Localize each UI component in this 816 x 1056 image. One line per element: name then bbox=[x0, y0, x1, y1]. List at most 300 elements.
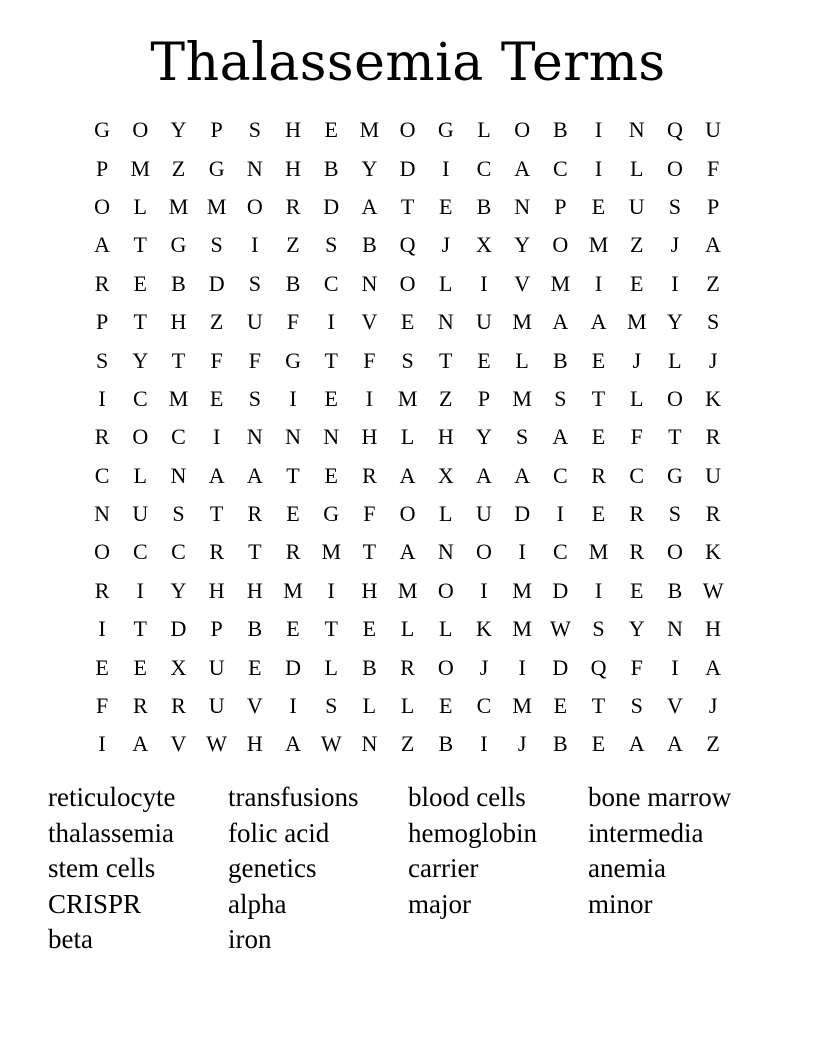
grid-letter: Z bbox=[286, 232, 300, 258]
grid-letter: P bbox=[210, 117, 223, 143]
grid-letter: U bbox=[705, 462, 722, 488]
grid-letter: K bbox=[705, 385, 722, 411]
word-bank-item: CRISPR bbox=[48, 888, 142, 919]
grid-letter: E bbox=[591, 193, 606, 219]
grid-letter: E bbox=[591, 731, 606, 757]
grid-letter: L bbox=[668, 347, 682, 373]
grid-letter: T bbox=[133, 309, 147, 335]
grid-letter: R bbox=[629, 539, 645, 565]
grid-letter: T bbox=[400, 193, 415, 219]
grid-row bbox=[83, 418, 733, 456]
grid-letter: N bbox=[628, 117, 645, 143]
grid-letter: H bbox=[437, 424, 454, 450]
grid-letter: U bbox=[208, 654, 225, 680]
grid-letter: C bbox=[553, 539, 568, 565]
grid-letter: E bbox=[629, 270, 644, 296]
grid-letter: E bbox=[591, 501, 606, 527]
grid-letter: H bbox=[246, 577, 263, 603]
grid-letter: F bbox=[363, 501, 376, 527]
grid-letter: N bbox=[437, 309, 454, 335]
grid-letter: F bbox=[630, 424, 643, 450]
grid-letter: Y bbox=[666, 309, 683, 335]
grid-letter: P bbox=[706, 193, 720, 219]
grid-letter: D bbox=[552, 654, 569, 680]
grid-letter: V bbox=[361, 309, 378, 335]
grid-letter: F bbox=[363, 347, 376, 373]
grid-letter: I bbox=[98, 616, 106, 642]
grid-letter: H bbox=[246, 731, 263, 757]
grid-letter: Q bbox=[590, 654, 607, 680]
grid-letter: N bbox=[246, 424, 263, 450]
grid-letter: B bbox=[553, 117, 568, 143]
grid-letter: E bbox=[439, 193, 453, 219]
grid-letter: A bbox=[552, 309, 569, 335]
grid-letter: O bbox=[476, 539, 492, 565]
grid-letter: M bbox=[626, 309, 647, 335]
grid-letter: I bbox=[98, 731, 106, 757]
grid-letter: C bbox=[629, 462, 645, 488]
grid-letter: E bbox=[439, 693, 453, 719]
grid-letter: T bbox=[133, 232, 147, 258]
grid-letter: S bbox=[554, 385, 567, 411]
grid-letter: I bbox=[671, 270, 679, 296]
grid-letter: R bbox=[209, 539, 224, 565]
grid-letter: C bbox=[132, 539, 148, 565]
grid-letter: N bbox=[246, 155, 263, 181]
grid-letter: R bbox=[94, 577, 110, 603]
word-bank-item: intermedia bbox=[588, 817, 704, 848]
grid-letter: S bbox=[516, 424, 529, 450]
grid-letter: C bbox=[171, 424, 186, 450]
word-bank-item: blood cells bbox=[408, 782, 526, 812]
grid-letter: H bbox=[170, 309, 187, 335]
grid-letter: H bbox=[705, 616, 722, 642]
grid-letter: L bbox=[133, 193, 147, 219]
grid-letter: L bbox=[362, 693, 377, 719]
grid-letter: C bbox=[171, 539, 186, 565]
grid-letter: M bbox=[512, 616, 532, 642]
grid-letter: Z bbox=[629, 232, 644, 258]
grid-letter: B bbox=[438, 731, 454, 757]
grid-letter: A bbox=[399, 462, 416, 488]
grid-letter: M bbox=[512, 385, 532, 411]
grid-letter: S bbox=[325, 232, 338, 258]
grid-letter: D bbox=[323, 193, 340, 219]
grid-letter: I bbox=[671, 654, 679, 680]
grid-letter: M bbox=[168, 193, 189, 219]
grid-letter: U bbox=[208, 693, 225, 719]
grid-letter: I bbox=[289, 693, 297, 719]
grid-letter: M bbox=[397, 385, 418, 411]
grid-letter: E bbox=[248, 654, 262, 680]
grid-letter: E bbox=[133, 654, 147, 680]
grid-letter: W bbox=[702, 577, 724, 603]
grid-letter: E bbox=[95, 654, 109, 680]
grid-letter: I bbox=[327, 577, 335, 603]
grid-letter: I bbox=[556, 501, 564, 527]
word-bank-item: iron bbox=[228, 924, 272, 955]
grid-letter: B bbox=[667, 577, 683, 603]
grid-letter: K bbox=[476, 616, 492, 642]
grid-letter: M bbox=[588, 539, 609, 565]
grid-letter: L bbox=[400, 616, 415, 642]
grid-letter: J bbox=[670, 232, 680, 258]
grid-letter: D bbox=[552, 577, 569, 603]
grid-letter: O bbox=[246, 193, 263, 219]
grid-letter: E bbox=[629, 577, 644, 603]
grid-letter: V bbox=[514, 270, 531, 296]
grid-letter: I bbox=[518, 654, 526, 680]
grid-letter: T bbox=[362, 539, 377, 565]
grid-letter: A bbox=[514, 462, 531, 488]
grid-letter: M bbox=[130, 155, 151, 181]
grid-row bbox=[83, 111, 733, 149]
word-bank-item: major bbox=[408, 888, 471, 919]
grid-letter: G bbox=[208, 155, 225, 181]
grid-letter: T bbox=[324, 347, 338, 373]
grid-letter: R bbox=[285, 193, 301, 219]
grid-letter: R bbox=[591, 462, 606, 488]
grid-letter: G bbox=[170, 232, 187, 258]
grid-letter: A bbox=[285, 731, 301, 757]
grid-letter: C bbox=[94, 462, 110, 488]
grid-letter: L bbox=[400, 424, 415, 450]
grid-letter: A bbox=[246, 462, 263, 488]
grid-letter: F bbox=[630, 654, 643, 680]
grid-letter: E bbox=[591, 424, 606, 450]
grid-letter: S bbox=[401, 347, 414, 373]
word-bank-item: minor bbox=[588, 888, 653, 919]
grid-letter: G bbox=[666, 462, 683, 488]
grid-letter: O bbox=[132, 424, 149, 450]
grid-letter: L bbox=[324, 654, 338, 680]
grid-letter: I bbox=[442, 155, 450, 181]
grid-letter: A bbox=[666, 731, 683, 757]
grid-letter: T bbox=[248, 539, 262, 565]
grid-letter: S bbox=[248, 270, 261, 296]
grid-letter: M bbox=[283, 577, 303, 603]
grid-letter: K bbox=[705, 539, 722, 565]
grid-letter: I bbox=[480, 731, 488, 757]
grid-letter: O bbox=[437, 654, 454, 680]
grid-letter: I bbox=[594, 155, 603, 181]
grid-letter: A bbox=[552, 424, 569, 450]
grid-letter: M bbox=[397, 577, 418, 603]
grid-letter: O bbox=[94, 539, 111, 565]
grid-letter: X bbox=[170, 654, 187, 680]
grid-letter: P bbox=[477, 385, 491, 411]
grid-letter: A bbox=[94, 232, 111, 258]
grid-letter: N bbox=[514, 193, 531, 219]
grid-letter: M bbox=[550, 270, 571, 296]
grid-row bbox=[83, 149, 733, 187]
grid-letter: X bbox=[437, 462, 454, 488]
grid-letter: W bbox=[549, 616, 571, 642]
grid-letter: I bbox=[518, 539, 526, 565]
grid-letter: H bbox=[361, 577, 378, 603]
grid-letter: B bbox=[553, 731, 568, 757]
grid-letter: T bbox=[171, 347, 186, 373]
grid-letter: Z bbox=[171, 155, 186, 181]
grid-letter: I bbox=[480, 270, 488, 296]
grid-letter: T bbox=[591, 385, 606, 411]
grid-letter: R bbox=[705, 501, 721, 527]
grid-letter: T bbox=[133, 616, 147, 642]
grid-letter: L bbox=[400, 693, 415, 719]
grid-letter: G bbox=[323, 501, 340, 527]
grid-row bbox=[83, 687, 733, 725]
grid-letter: L bbox=[477, 117, 491, 143]
grid-letter: Y bbox=[514, 232, 531, 258]
grid-letter: B bbox=[285, 270, 301, 296]
grid-letter: C bbox=[132, 385, 148, 411]
grid-letter: A bbox=[628, 731, 645, 757]
grid-letter: Y bbox=[170, 577, 187, 603]
grid-letter: J bbox=[708, 693, 718, 719]
grid-letter: G bbox=[437, 117, 454, 143]
grid-row bbox=[83, 380, 733, 418]
grid-letter: Q bbox=[399, 232, 416, 258]
grid-letter: I bbox=[136, 577, 144, 603]
grid-letter: W bbox=[320, 731, 342, 757]
grid-letter: H bbox=[285, 117, 301, 143]
grid-letter: C bbox=[553, 155, 568, 181]
grid-letter: Y bbox=[628, 616, 645, 642]
grid-letter: N bbox=[323, 424, 340, 450]
grid-letter: U bbox=[246, 309, 263, 335]
grid-letter: J bbox=[708, 347, 718, 373]
grid-letter: N bbox=[666, 616, 683, 642]
grid-letter: I bbox=[327, 309, 335, 335]
grid-letter: R bbox=[132, 693, 148, 719]
grid-letter: F bbox=[210, 347, 223, 373]
grid-letter: A bbox=[705, 232, 722, 258]
grid-letter: O bbox=[399, 117, 416, 143]
word-bank-item: stem cells bbox=[48, 853, 156, 884]
grid-letter: B bbox=[171, 270, 186, 296]
grid-letter: E bbox=[324, 385, 338, 411]
grid-row bbox=[83, 648, 733, 686]
grid-letter: T bbox=[324, 616, 338, 642]
grid-letter: H bbox=[285, 155, 301, 181]
word-bank-item: transfusions bbox=[228, 782, 359, 812]
grid-letter: I bbox=[480, 577, 488, 603]
grid-letter: I bbox=[251, 232, 259, 258]
grid-letter: M bbox=[359, 117, 380, 143]
word-bank-item: beta bbox=[48, 924, 93, 955]
grid-letter: B bbox=[323, 155, 339, 181]
grid-letter: M bbox=[588, 232, 609, 258]
grid-letter: R bbox=[285, 539, 301, 565]
grid-letter: T bbox=[209, 501, 224, 527]
grid-letter: I bbox=[594, 270, 603, 296]
grid-letter: F bbox=[248, 347, 261, 373]
grid-letter: E bbox=[324, 117, 338, 143]
grid-letter: H bbox=[208, 577, 225, 603]
grid-letter: S bbox=[630, 693, 643, 719]
grid-row bbox=[83, 341, 733, 379]
grid-letter: D bbox=[208, 270, 225, 296]
grid-row bbox=[83, 610, 733, 648]
grid-letter: E bbox=[362, 616, 377, 642]
grid-letter: L bbox=[515, 347, 529, 373]
grid-row bbox=[83, 725, 733, 763]
grid-letter: E bbox=[286, 616, 300, 642]
grid-letter: A bbox=[132, 731, 149, 757]
grid-letter: Z bbox=[706, 270, 720, 296]
grid-row bbox=[83, 226, 733, 264]
grid-letter: Z bbox=[439, 385, 453, 411]
grid-letter: A bbox=[590, 309, 607, 335]
grid-letter: O bbox=[399, 501, 416, 527]
grid-letter: U bbox=[628, 193, 645, 219]
grid-letter: U bbox=[476, 309, 492, 335]
grid-letter: U bbox=[476, 501, 492, 527]
grid-letter: T bbox=[286, 462, 300, 488]
grid-letter: J bbox=[517, 731, 527, 757]
grid-letter: R bbox=[171, 693, 186, 719]
grid-letter: T bbox=[591, 693, 606, 719]
grid-letter: U bbox=[132, 501, 149, 527]
grid-letter: B bbox=[553, 347, 568, 373]
grid-letter: L bbox=[439, 501, 453, 527]
grid-letter: O bbox=[514, 117, 531, 143]
grid-letter: S bbox=[668, 501, 682, 527]
grid-letter: S bbox=[668, 193, 682, 219]
grid-letter: D bbox=[514, 501, 531, 527]
word-search-grid bbox=[83, 111, 733, 764]
grid-letter: O bbox=[437, 577, 454, 603]
grid-letter: S bbox=[248, 385, 261, 411]
grid-letter: R bbox=[247, 501, 263, 527]
grid-letter: I bbox=[289, 385, 297, 411]
grid-letter: A bbox=[399, 539, 416, 565]
grid-letter: S bbox=[592, 616, 605, 642]
grid-letter: S bbox=[172, 501, 185, 527]
word-bank-item: reticulocyte bbox=[48, 782, 176, 812]
grid-letter: P bbox=[554, 193, 567, 219]
grid-letter: M bbox=[512, 693, 532, 719]
grid-letter: O bbox=[399, 270, 416, 296]
grid-letter: A bbox=[514, 155, 531, 181]
grid-letter: O bbox=[666, 155, 683, 181]
grid-letter: X bbox=[476, 232, 492, 258]
grid-letter: E bbox=[133, 270, 147, 296]
grid-letter: N bbox=[170, 462, 187, 488]
grid-letter: N bbox=[361, 731, 378, 757]
word-bank-item: bone marrow bbox=[588, 782, 732, 812]
grid-letter: I bbox=[365, 385, 374, 411]
grid-letter: N bbox=[285, 424, 301, 450]
grid-letter: Z bbox=[706, 731, 720, 757]
grid-letter: M bbox=[206, 193, 227, 219]
grid-row bbox=[83, 303, 733, 341]
grid-letter: J bbox=[479, 654, 489, 680]
grid-letter: S bbox=[248, 117, 261, 143]
grid-letter: D bbox=[399, 155, 416, 181]
word-bank-item: genetics bbox=[228, 853, 317, 884]
grid-letter: A bbox=[361, 193, 378, 219]
grid-letter: E bbox=[553, 693, 568, 719]
grid-letter: Y bbox=[361, 155, 378, 181]
grid-letter: N bbox=[437, 539, 454, 565]
grid-letter: Z bbox=[400, 731, 415, 757]
grid-letter: O bbox=[94, 193, 111, 219]
grid-letter: B bbox=[247, 616, 263, 642]
grid-letter: L bbox=[439, 616, 453, 642]
grid-letter: L bbox=[133, 462, 147, 488]
grid-letter: B bbox=[476, 193, 492, 219]
grid-letter: N bbox=[361, 270, 378, 296]
grid-letter: P bbox=[210, 616, 223, 642]
grid-letter: R bbox=[94, 270, 110, 296]
grid-letter: P bbox=[95, 155, 109, 181]
grid-row bbox=[83, 533, 733, 571]
grid-letter: V bbox=[246, 693, 263, 719]
grid-letter: O bbox=[666, 539, 683, 565]
word-bank bbox=[48, 779, 788, 957]
grid-letter: R bbox=[362, 462, 377, 488]
grid-letter: P bbox=[95, 309, 109, 335]
grid-letter: I bbox=[98, 385, 106, 411]
grid-letter: S bbox=[706, 309, 720, 335]
grid-letter: R bbox=[400, 654, 415, 680]
word-bank-item: thalassemia bbox=[48, 817, 174, 848]
grid-letter: D bbox=[170, 616, 187, 642]
grid-letter: W bbox=[206, 731, 228, 757]
grid-letter: R bbox=[705, 424, 721, 450]
grid-letter: D bbox=[285, 654, 301, 680]
grid-letter: Q bbox=[666, 117, 683, 143]
grid-letter: R bbox=[94, 424, 110, 450]
grid-letter: E bbox=[477, 347, 491, 373]
grid-letter: I bbox=[212, 424, 221, 450]
grid-letter: A bbox=[208, 462, 225, 488]
grid-letter: M bbox=[512, 309, 532, 335]
grid-row bbox=[83, 188, 733, 226]
grid-letter: L bbox=[439, 270, 453, 296]
grid-letter: E bbox=[324, 462, 338, 488]
grid-letter: E bbox=[286, 501, 300, 527]
grid-letter: A bbox=[705, 654, 722, 680]
grid-letter: C bbox=[553, 462, 568, 488]
grid-letter: M bbox=[512, 577, 532, 603]
grid-letter: S bbox=[325, 693, 338, 719]
grid-letter: O bbox=[552, 232, 569, 258]
word-bank-item: carrier bbox=[408, 853, 479, 884]
grid-letter: Y bbox=[476, 424, 492, 450]
grid-letter: S bbox=[210, 232, 223, 258]
grid-letter: Y bbox=[132, 347, 149, 373]
grid-letter: V bbox=[170, 731, 187, 757]
grid-letter: E bbox=[591, 347, 606, 373]
grid-row bbox=[83, 495, 733, 533]
grid-letter: Z bbox=[209, 309, 224, 335]
grid-letter: J bbox=[441, 232, 451, 258]
word-bank-item: hemoglobin bbox=[408, 817, 537, 848]
grid-letter: F bbox=[95, 693, 109, 719]
grid-letter: L bbox=[629, 155, 644, 181]
grid-letter: Y bbox=[170, 117, 187, 143]
grid-row bbox=[83, 572, 733, 610]
grid-letter: R bbox=[629, 501, 645, 527]
grid-letter: G bbox=[94, 117, 111, 143]
grid-letter: T bbox=[668, 424, 682, 450]
page-title: Thalassemia Terms bbox=[150, 33, 666, 93]
grid-letter: O bbox=[666, 385, 683, 411]
grid-row bbox=[83, 265, 733, 303]
grid-letter: B bbox=[362, 232, 377, 258]
